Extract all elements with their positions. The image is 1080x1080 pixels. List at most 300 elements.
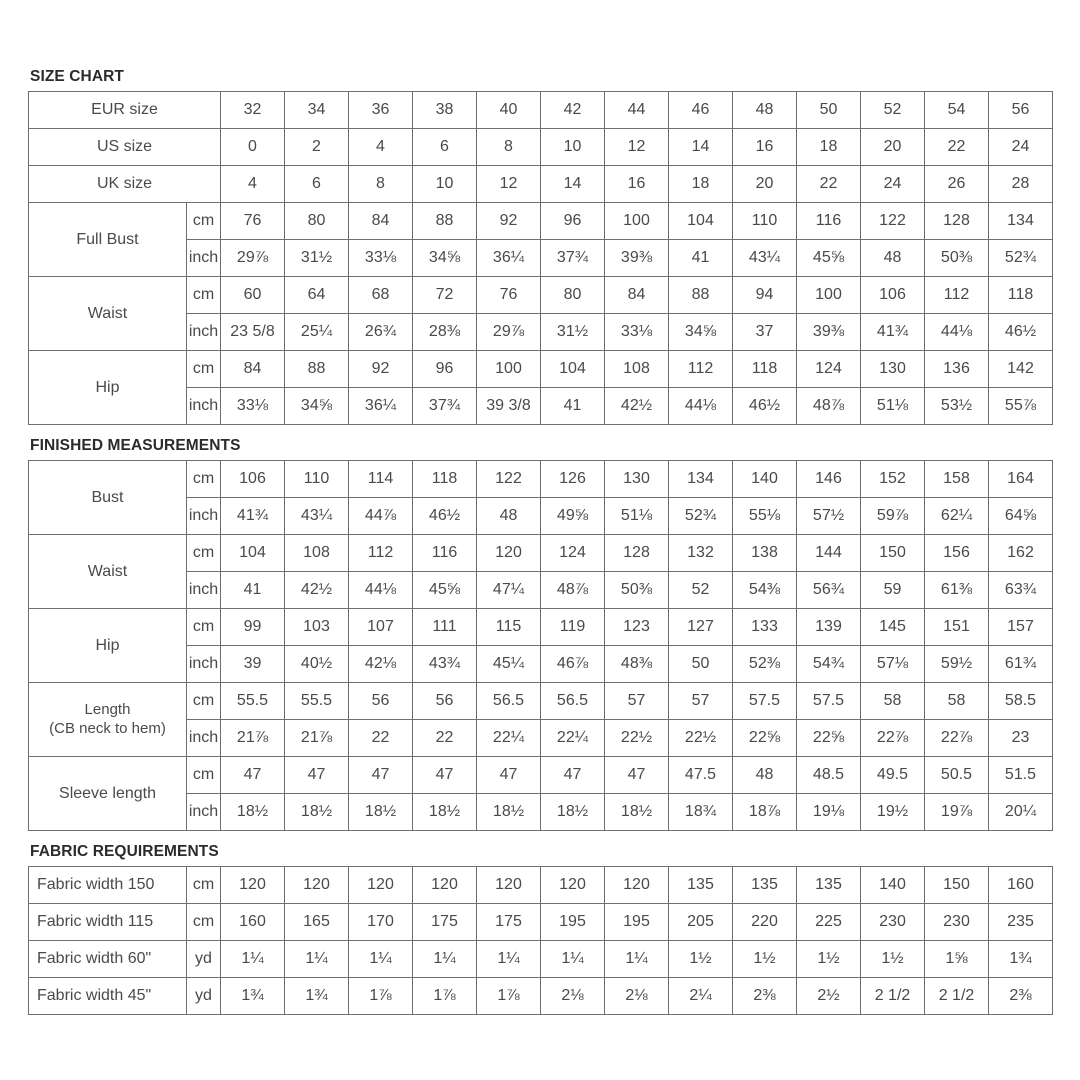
- value-cell: 18½: [413, 794, 477, 831]
- value-cell: 41¾: [221, 498, 285, 535]
- value-cell: 195: [605, 904, 669, 941]
- value-cell: 1⅞: [349, 978, 413, 1015]
- value-cell: 57.5: [797, 683, 861, 720]
- value-cell: 107: [349, 609, 413, 646]
- value-cell: 120: [413, 867, 477, 904]
- value-cell: 152: [861, 461, 925, 498]
- unit-cell: inch: [187, 498, 221, 535]
- value-cell: 92: [477, 203, 541, 240]
- row-label: US size: [29, 129, 221, 166]
- unit-cell: yd: [187, 941, 221, 978]
- value-cell: 44⅛: [669, 388, 733, 425]
- value-cell: 49.5: [861, 757, 925, 794]
- value-cell: 132: [669, 535, 733, 572]
- value-cell: 50: [797, 92, 861, 129]
- value-cell: 144: [797, 535, 861, 572]
- value-cell: 48: [733, 92, 797, 129]
- value-cell: 19⅛: [797, 794, 861, 831]
- value-cell: 22⅝: [733, 720, 797, 757]
- value-cell: 150: [861, 535, 925, 572]
- value-cell: 2¼: [669, 978, 733, 1015]
- value-cell: 52: [669, 572, 733, 609]
- value-cell: 118: [733, 351, 797, 388]
- value-cell: 157: [989, 609, 1053, 646]
- value-cell: 4: [221, 166, 285, 203]
- value-cell: 146: [797, 461, 861, 498]
- value-cell: 53½: [925, 388, 989, 425]
- value-cell: 134: [989, 203, 1053, 240]
- value-cell: 88: [669, 277, 733, 314]
- value-cell: 142: [989, 351, 1053, 388]
- value-cell: 2 1/2: [861, 978, 925, 1015]
- value-cell: 16: [733, 129, 797, 166]
- value-cell: 47.5: [669, 757, 733, 794]
- value-cell: 57: [669, 683, 733, 720]
- value-cell: 20¼: [989, 794, 1053, 831]
- value-cell: 2⅜: [733, 978, 797, 1015]
- value-cell: 37¾: [541, 240, 605, 277]
- value-cell: 19½: [861, 794, 925, 831]
- value-cell: 14: [669, 129, 733, 166]
- table-row: [29, 609, 1053, 646]
- value-cell: 34⅝: [413, 240, 477, 277]
- value-cell: 100: [477, 351, 541, 388]
- value-cell: 24: [989, 129, 1053, 166]
- value-cell: 12: [605, 129, 669, 166]
- value-cell: 24: [861, 166, 925, 203]
- value-cell: 220: [733, 904, 797, 941]
- value-cell: 36¼: [349, 388, 413, 425]
- value-cell: 1¼: [349, 941, 413, 978]
- value-cell: 46½: [989, 314, 1053, 351]
- value-cell: 108: [605, 351, 669, 388]
- value-cell: 56: [349, 683, 413, 720]
- value-cell: 2⅛: [541, 978, 605, 1015]
- unit-cell: inch: [187, 646, 221, 683]
- value-cell: 48⅜: [605, 646, 669, 683]
- table-row: [29, 978, 1053, 1015]
- value-cell: 38: [413, 92, 477, 129]
- value-cell: 47: [477, 757, 541, 794]
- value-cell: 133: [733, 609, 797, 646]
- row-label: UK size: [29, 166, 221, 203]
- value-cell: 51⅛: [605, 498, 669, 535]
- value-cell: 51.5: [989, 757, 1053, 794]
- value-cell: 104: [541, 351, 605, 388]
- value-cell: 120: [285, 867, 349, 904]
- table-row: [29, 129, 1053, 166]
- value-cell: 47: [413, 757, 477, 794]
- row-label: Fabric width 45": [29, 978, 187, 1015]
- value-cell: 26: [925, 166, 989, 203]
- value-cell: 34: [285, 92, 349, 129]
- value-cell: 88: [413, 203, 477, 240]
- value-cell: 120: [349, 867, 413, 904]
- row-label: Waist: [29, 535, 187, 609]
- value-cell: 10: [413, 166, 477, 203]
- value-cell: 29⅞: [477, 314, 541, 351]
- table-row: [29, 683, 1053, 720]
- value-cell: 106: [861, 277, 925, 314]
- value-cell: 34⅝: [669, 314, 733, 351]
- value-cell: 230: [925, 904, 989, 941]
- fabric-requirements-table: [28, 866, 1053, 1015]
- table-row: [29, 867, 1053, 904]
- value-cell: 1½: [733, 941, 797, 978]
- value-cell: 56.5: [541, 683, 605, 720]
- value-cell: 2 1/2: [925, 978, 989, 1015]
- value-cell: 1¼: [541, 941, 605, 978]
- table-row: [29, 535, 1053, 572]
- value-cell: 8: [477, 129, 541, 166]
- value-cell: 46½: [733, 388, 797, 425]
- value-cell: 76: [221, 203, 285, 240]
- value-cell: 22: [925, 129, 989, 166]
- value-cell: 32: [221, 92, 285, 129]
- value-cell: 42½: [605, 388, 669, 425]
- value-cell: 47: [221, 757, 285, 794]
- value-cell: 160: [221, 904, 285, 941]
- value-cell: 61¾: [989, 646, 1053, 683]
- value-cell: 58: [925, 683, 989, 720]
- value-cell: 39⅜: [797, 314, 861, 351]
- value-cell: 55⅞: [989, 388, 1053, 425]
- value-cell: 43¼: [733, 240, 797, 277]
- value-cell: 112: [669, 351, 733, 388]
- value-cell: 122: [477, 461, 541, 498]
- value-cell: 61⅜: [925, 572, 989, 609]
- value-cell: 114: [349, 461, 413, 498]
- unit-cell: inch: [187, 720, 221, 757]
- value-cell: 195: [541, 904, 605, 941]
- value-cell: 48⅞: [797, 388, 861, 425]
- section-title-finished-measurements: FINISHED MEASUREMENTS: [30, 437, 241, 455]
- value-cell: 47: [541, 757, 605, 794]
- value-cell: 175: [413, 904, 477, 941]
- unit-cell: cm: [187, 904, 221, 941]
- value-cell: 136: [925, 351, 989, 388]
- value-cell: 1½: [797, 941, 861, 978]
- value-cell: 18½: [221, 794, 285, 831]
- value-cell: 37¾: [413, 388, 477, 425]
- value-cell: 22½: [669, 720, 733, 757]
- value-cell: 96: [541, 203, 605, 240]
- row-label: Fabric width 60": [29, 941, 187, 978]
- value-cell: 42: [541, 92, 605, 129]
- value-cell: 57.5: [733, 683, 797, 720]
- value-cell: 18½: [541, 794, 605, 831]
- value-cell: 160: [989, 867, 1053, 904]
- section-title-fabric-requirements: FABRIC REQUIREMENTS: [30, 843, 219, 861]
- value-cell: 1½: [669, 941, 733, 978]
- row-label: Fabric width 115: [29, 904, 187, 941]
- table-row: [29, 203, 1053, 240]
- value-cell: 126: [541, 461, 605, 498]
- value-cell: 14: [541, 166, 605, 203]
- unit-cell: inch: [187, 572, 221, 609]
- value-cell: 170: [349, 904, 413, 941]
- row-label: Length (CB neck to hem): [29, 683, 187, 757]
- value-cell: 21⅞: [221, 720, 285, 757]
- value-cell: 130: [861, 351, 925, 388]
- value-cell: 84: [349, 203, 413, 240]
- value-cell: 48: [477, 498, 541, 535]
- value-cell: 46⅞: [541, 646, 605, 683]
- table-row: [29, 461, 1053, 498]
- table-row: [29, 277, 1053, 314]
- value-cell: 40: [477, 92, 541, 129]
- value-cell: 118: [413, 461, 477, 498]
- value-cell: 92: [349, 351, 413, 388]
- value-cell: 1¾: [989, 941, 1053, 978]
- row-label: Hip: [29, 351, 187, 425]
- value-cell: 151: [925, 609, 989, 646]
- value-cell: 111: [413, 609, 477, 646]
- table-row: [29, 757, 1053, 794]
- value-cell: 140: [861, 867, 925, 904]
- value-cell: 164: [989, 461, 1053, 498]
- value-cell: 22: [413, 720, 477, 757]
- value-cell: 44⅛: [349, 572, 413, 609]
- value-cell: 45¼: [477, 646, 541, 683]
- row-label: Bust: [29, 461, 187, 535]
- value-cell: 39⅜: [605, 240, 669, 277]
- value-cell: 22: [349, 720, 413, 757]
- value-cell: 138: [733, 535, 797, 572]
- value-cell: 106: [221, 461, 285, 498]
- value-cell: 110: [285, 461, 349, 498]
- unit-cell: inch: [187, 388, 221, 425]
- value-cell: 2: [285, 129, 349, 166]
- value-cell: 1¼: [413, 941, 477, 978]
- value-cell: 63¾: [989, 572, 1053, 609]
- value-cell: 60: [221, 277, 285, 314]
- value-cell: 128: [925, 203, 989, 240]
- value-cell: 50: [669, 646, 733, 683]
- table-row: [29, 351, 1053, 388]
- unit-cell: cm: [187, 609, 221, 646]
- value-cell: 116: [413, 535, 477, 572]
- unit-cell: cm: [187, 535, 221, 572]
- row-label: Fabric width 150: [29, 867, 187, 904]
- value-cell: 22⅞: [925, 720, 989, 757]
- value-cell: 139: [797, 609, 861, 646]
- value-cell: 118: [989, 277, 1053, 314]
- value-cell: 46: [669, 92, 733, 129]
- value-cell: 47: [349, 757, 413, 794]
- value-cell: 36: [349, 92, 413, 129]
- value-cell: 124: [541, 535, 605, 572]
- value-cell: 54⅜: [733, 572, 797, 609]
- value-cell: 120: [477, 867, 541, 904]
- value-cell: 150: [925, 867, 989, 904]
- unit-cell: cm: [187, 757, 221, 794]
- value-cell: 94: [733, 277, 797, 314]
- value-cell: 44⅛: [925, 314, 989, 351]
- unit-cell: inch: [187, 240, 221, 277]
- value-cell: 59⅞: [861, 498, 925, 535]
- value-cell: 44⅞: [349, 498, 413, 535]
- value-cell: 112: [349, 535, 413, 572]
- value-cell: 18¾: [669, 794, 733, 831]
- value-cell: 33⅛: [349, 240, 413, 277]
- value-cell: 19⅞: [925, 794, 989, 831]
- value-cell: 1¾: [221, 978, 285, 1015]
- value-cell: 84: [605, 277, 669, 314]
- value-cell: 56.5: [477, 683, 541, 720]
- value-cell: 130: [605, 461, 669, 498]
- value-cell: 225: [797, 904, 861, 941]
- finished-measurements-table: [28, 460, 1053, 831]
- value-cell: 119: [541, 609, 605, 646]
- value-cell: 47¼: [477, 572, 541, 609]
- value-cell: 45⅝: [797, 240, 861, 277]
- value-cell: 36¼: [477, 240, 541, 277]
- value-cell: 0: [221, 129, 285, 166]
- value-cell: 46½: [413, 498, 477, 535]
- value-cell: 100: [797, 277, 861, 314]
- value-cell: 4: [349, 129, 413, 166]
- value-cell: 64: [285, 277, 349, 314]
- value-cell: 55.5: [221, 683, 285, 720]
- value-cell: 1⅞: [477, 978, 541, 1015]
- unit-cell: cm: [187, 461, 221, 498]
- value-cell: 108: [285, 535, 349, 572]
- value-cell: 59: [861, 572, 925, 609]
- value-cell: 37: [733, 314, 797, 351]
- unit-cell: cm: [187, 351, 221, 388]
- value-cell: 22¼: [477, 720, 541, 757]
- value-cell: 56: [413, 683, 477, 720]
- row-label: Hip: [29, 609, 187, 683]
- value-cell: 18: [797, 129, 861, 166]
- value-cell: 20: [861, 129, 925, 166]
- value-cell: 42½: [285, 572, 349, 609]
- value-cell: 18½: [477, 794, 541, 831]
- value-cell: 115: [477, 609, 541, 646]
- value-cell: 44: [605, 92, 669, 129]
- value-cell: 103: [285, 609, 349, 646]
- value-cell: 54: [925, 92, 989, 129]
- value-cell: 55⅛: [733, 498, 797, 535]
- unit-cell: cm: [187, 683, 221, 720]
- value-cell: 1¼: [605, 941, 669, 978]
- value-cell: 31½: [285, 240, 349, 277]
- value-cell: 62¼: [925, 498, 989, 535]
- unit-cell: cm: [187, 867, 221, 904]
- value-cell: 158: [925, 461, 989, 498]
- value-cell: 41¾: [861, 314, 925, 351]
- table-row: [29, 92, 1053, 129]
- value-cell: 42⅛: [349, 646, 413, 683]
- row-label: Sleeve length: [29, 757, 187, 831]
- value-cell: 162: [989, 535, 1053, 572]
- value-cell: 2⅜: [989, 978, 1053, 1015]
- value-cell: 57½: [797, 498, 861, 535]
- value-cell: 18: [669, 166, 733, 203]
- value-cell: 40½: [285, 646, 349, 683]
- value-cell: 230: [861, 904, 925, 941]
- value-cell: 18½: [349, 794, 413, 831]
- value-cell: 116: [797, 203, 861, 240]
- value-cell: 50⅜: [925, 240, 989, 277]
- value-cell: 68: [349, 277, 413, 314]
- value-cell: 145: [861, 609, 925, 646]
- value-cell: 47: [285, 757, 349, 794]
- value-cell: 56¾: [797, 572, 861, 609]
- value-cell: 58: [861, 683, 925, 720]
- value-cell: 1¾: [285, 978, 349, 1015]
- value-cell: 39: [221, 646, 285, 683]
- value-cell: 104: [221, 535, 285, 572]
- unit-cell: yd: [187, 978, 221, 1015]
- value-cell: 123: [605, 609, 669, 646]
- row-label: Waist: [29, 277, 187, 351]
- value-cell: 25¼: [285, 314, 349, 351]
- value-cell: 50.5: [925, 757, 989, 794]
- value-cell: 56: [989, 92, 1053, 129]
- value-cell: 156: [925, 535, 989, 572]
- value-cell: 8: [349, 166, 413, 203]
- value-cell: 41: [221, 572, 285, 609]
- unit-cell: cm: [187, 277, 221, 314]
- value-cell: 34⅝: [285, 388, 349, 425]
- value-cell: 43¾: [413, 646, 477, 683]
- row-label: Full Bust: [29, 203, 187, 277]
- value-cell: 1½: [861, 941, 925, 978]
- value-cell: 135: [669, 867, 733, 904]
- section-title-size-chart: SIZE CHART: [30, 68, 124, 85]
- value-cell: 39 3/8: [477, 388, 541, 425]
- value-cell: 122: [861, 203, 925, 240]
- value-cell: 33⅛: [605, 314, 669, 351]
- value-cell: 128: [605, 535, 669, 572]
- value-cell: 64⅝: [989, 498, 1053, 535]
- value-cell: 100: [605, 203, 669, 240]
- value-cell: 134: [669, 461, 733, 498]
- value-cell: 6: [413, 129, 477, 166]
- value-cell: 1¼: [285, 941, 349, 978]
- value-cell: 1¼: [221, 941, 285, 978]
- value-cell: 22: [797, 166, 861, 203]
- value-cell: 80: [541, 277, 605, 314]
- value-cell: 47: [605, 757, 669, 794]
- value-cell: 28⅜: [413, 314, 477, 351]
- value-cell: 1⅝: [925, 941, 989, 978]
- value-cell: 175: [477, 904, 541, 941]
- value-cell: 22½: [605, 720, 669, 757]
- value-cell: 58.5: [989, 683, 1053, 720]
- value-cell: 16: [605, 166, 669, 203]
- value-cell: 50⅜: [605, 572, 669, 609]
- value-cell: 99: [221, 609, 285, 646]
- value-cell: 28: [989, 166, 1053, 203]
- value-cell: 49⅝: [541, 498, 605, 535]
- value-cell: 51⅛: [861, 388, 925, 425]
- value-cell: 235: [989, 904, 1053, 941]
- value-cell: 29⅞: [221, 240, 285, 277]
- value-cell: 18⅞: [733, 794, 797, 831]
- value-cell: 72: [413, 277, 477, 314]
- size-chart-table: [28, 91, 1053, 425]
- value-cell: 57: [605, 683, 669, 720]
- value-cell: 2⅛: [605, 978, 669, 1015]
- unit-cell: cm: [187, 203, 221, 240]
- value-cell: 18½: [605, 794, 669, 831]
- value-cell: 104: [669, 203, 733, 240]
- value-cell: 96: [413, 351, 477, 388]
- value-cell: 31½: [541, 314, 605, 351]
